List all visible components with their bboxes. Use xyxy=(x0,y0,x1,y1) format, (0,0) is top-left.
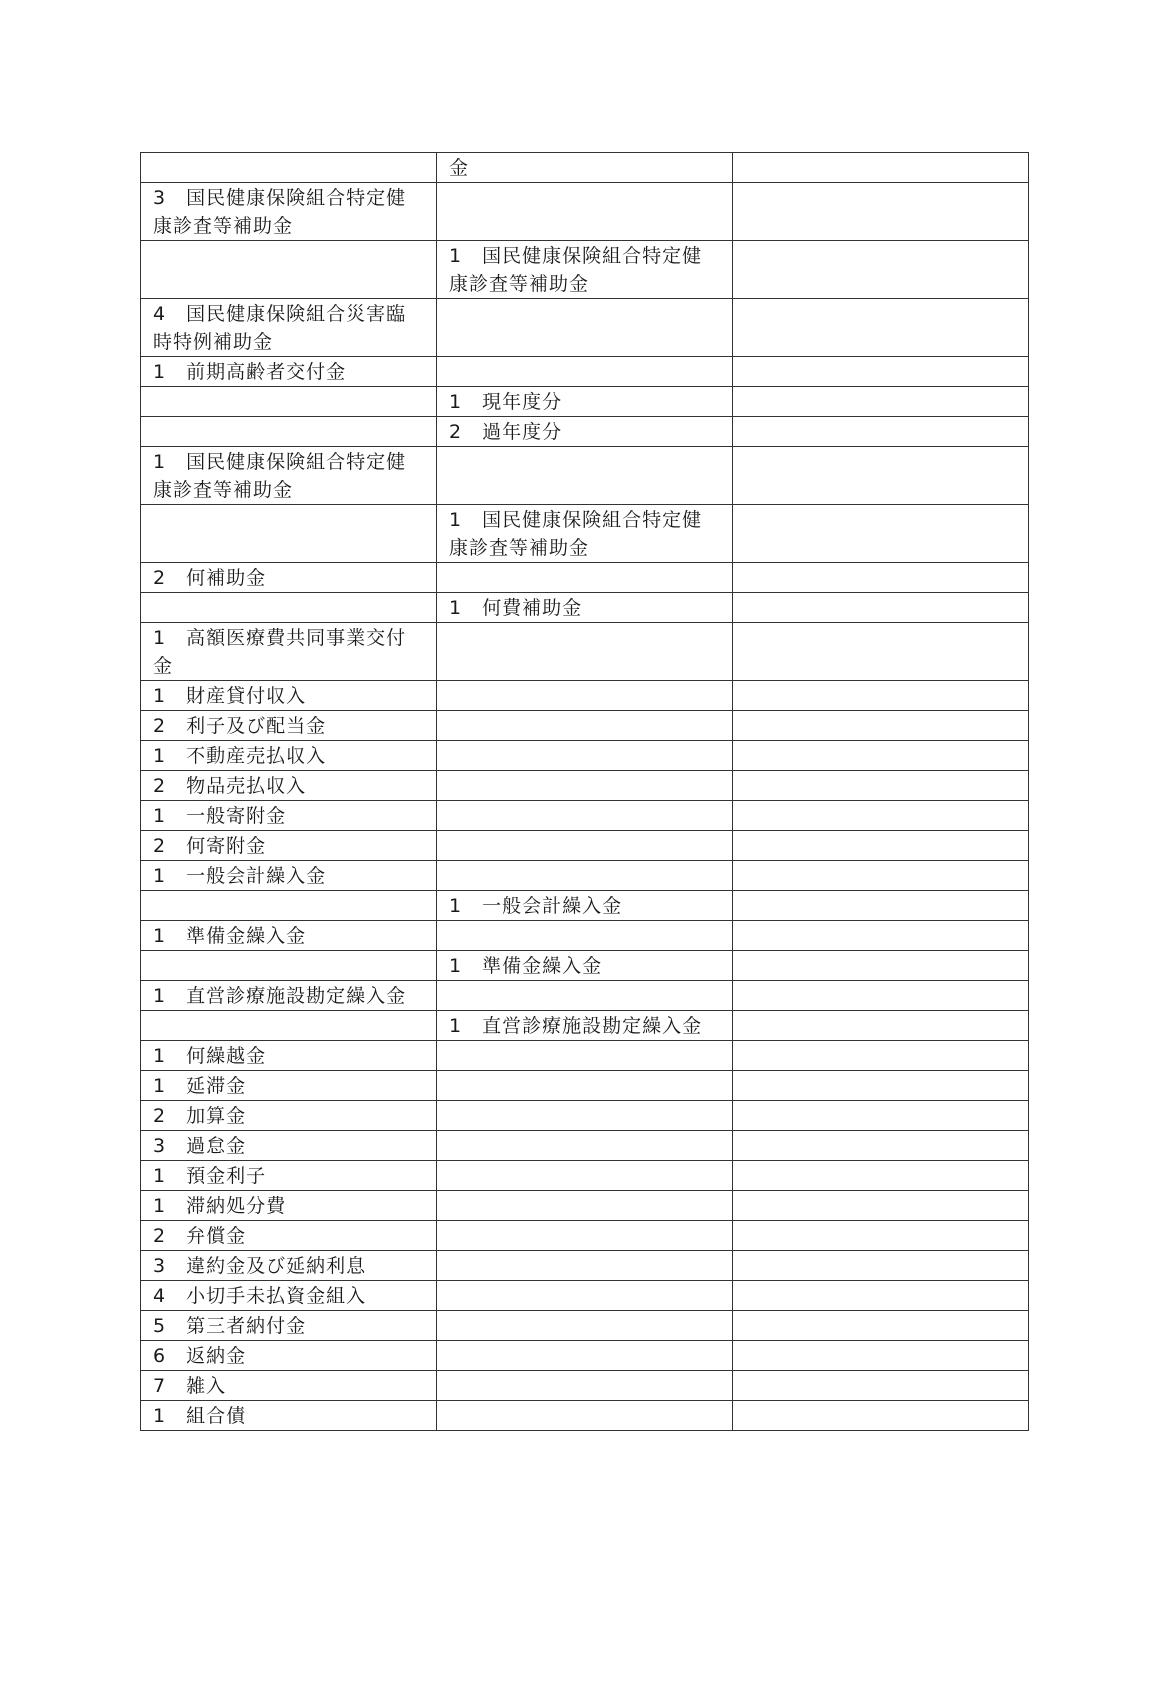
table-cell-col3 xyxy=(733,447,1029,505)
table-cell-col2 xyxy=(437,563,733,593)
table-row xyxy=(141,593,1029,623)
table-cell-col2 xyxy=(437,1371,733,1401)
table-cell-col3 xyxy=(733,861,1029,891)
table-cell-col1: 5 第三者納付金 xyxy=(141,1311,437,1341)
table-cell-col2 xyxy=(437,1191,733,1221)
table-cell-col2 xyxy=(437,447,733,505)
table-cell-col2: 1 現年度分 xyxy=(437,387,733,417)
table-cell-col2: 2 過年度分 xyxy=(437,417,733,447)
table-cell-col3 xyxy=(733,1371,1029,1401)
table-cell-col1 xyxy=(141,417,437,447)
table-cell-col2 xyxy=(437,681,733,711)
table-cell-col2: 金 xyxy=(437,153,733,183)
table-cell-col1: 1 準備金繰入金 xyxy=(141,921,437,951)
table-row xyxy=(141,1341,1029,1371)
table-cell-col1: 1 国民健康保険組合特定健康診査等補助金 xyxy=(141,447,437,505)
table-cell-col2 xyxy=(437,299,733,357)
table-cell-col2 xyxy=(437,1161,733,1191)
table-cell-col1 xyxy=(141,241,437,299)
table-cell-col1: 2 何寄附金 xyxy=(141,831,437,861)
table-cell-col2 xyxy=(437,831,733,861)
table-cell-col3 xyxy=(733,921,1029,951)
table-row xyxy=(141,681,1029,711)
table-cell-col2: 1 国民健康保険組合特定健康診査等補助金 xyxy=(437,505,733,563)
table-cell-col2 xyxy=(437,741,733,771)
table-cell-col2: 1 準備金繰入金 xyxy=(437,951,733,981)
table-row xyxy=(141,981,1029,1011)
table-row xyxy=(141,1191,1029,1221)
table-row xyxy=(141,1251,1029,1281)
table-cell-col2: 1 一般会計繰入金 xyxy=(437,891,733,921)
table-cell-col3 xyxy=(733,1251,1029,1281)
table-row xyxy=(141,951,1029,981)
table-cell-col3 xyxy=(733,1311,1029,1341)
table-cell-col2 xyxy=(437,623,733,681)
table-row xyxy=(141,183,1029,241)
table-cell-col3 xyxy=(733,417,1029,447)
table-cell-col3 xyxy=(733,153,1029,183)
budget-table xyxy=(140,152,1029,1431)
table-cell-col1 xyxy=(141,387,437,417)
table-cell-col3 xyxy=(733,623,1029,681)
table-cell-col2 xyxy=(437,183,733,241)
table-cell-col2 xyxy=(437,711,733,741)
table-cell-col2 xyxy=(437,861,733,891)
table-row xyxy=(141,299,1029,357)
table-cell-col3 xyxy=(733,1281,1029,1311)
table-cell-col1: 2 何補助金 xyxy=(141,563,437,593)
table-cell-col3 xyxy=(733,951,1029,981)
table-row xyxy=(141,1401,1029,1431)
table-cell-col2 xyxy=(437,357,733,387)
table-row xyxy=(141,1101,1029,1131)
table-cell-col1: 1 前期高齢者交付金 xyxy=(141,357,437,387)
table-cell-col2 xyxy=(437,1131,733,1161)
table-cell-col1: 6 返納金 xyxy=(141,1341,437,1371)
table-cell-col3 xyxy=(733,1041,1029,1071)
table-cell-col2: 1 何費補助金 xyxy=(437,593,733,623)
table-cell-col2 xyxy=(437,1251,733,1281)
table-cell-col2 xyxy=(437,1311,733,1341)
table-cell-col2 xyxy=(437,921,733,951)
table-cell-col1: 3 国民健康保険組合特定健康診査等補助金 xyxy=(141,183,437,241)
table-cell-col1: 4 国民健康保険組合災害臨時特例補助金 xyxy=(141,299,437,357)
table-cell-col1: 4 小切手未払資金組入 xyxy=(141,1281,437,1311)
table-row xyxy=(141,387,1029,417)
table-row xyxy=(141,1071,1029,1101)
table-cell-col3 xyxy=(733,1401,1029,1431)
table-row xyxy=(141,1011,1029,1041)
table-row xyxy=(141,241,1029,299)
table-cell-col1: 1 何繰越金 xyxy=(141,1041,437,1071)
table-cell-col3 xyxy=(733,1071,1029,1101)
table-cell-col1 xyxy=(141,1011,437,1041)
budget-table-body xyxy=(141,153,1029,1431)
table-cell-col3 xyxy=(733,681,1029,711)
table-cell-col3 xyxy=(733,593,1029,623)
table-cell-col3 xyxy=(733,771,1029,801)
table-cell-col3 xyxy=(733,1011,1029,1041)
table-cell-col3 xyxy=(733,387,1029,417)
table-row xyxy=(141,357,1029,387)
table-cell-col2 xyxy=(437,1281,733,1311)
table-row xyxy=(141,623,1029,681)
table-cell-col3 xyxy=(733,831,1029,861)
table-cell-col3 xyxy=(733,891,1029,921)
table-row xyxy=(141,1221,1029,1251)
table-cell-col3 xyxy=(733,563,1029,593)
table-row xyxy=(141,1371,1029,1401)
table-cell-col1: 1 高額医療費共同事業交付金 xyxy=(141,623,437,681)
table-cell-col3 xyxy=(733,505,1029,563)
table-row xyxy=(141,1281,1029,1311)
table-cell-col1: 1 直営診療施設勘定繰入金 xyxy=(141,981,437,1011)
table-cell-col1: 3 違約金及び延納利息 xyxy=(141,1251,437,1281)
table-cell-col3 xyxy=(733,1341,1029,1371)
table-row xyxy=(141,505,1029,563)
table-cell-col3 xyxy=(733,299,1029,357)
table-row xyxy=(141,1131,1029,1161)
table-row xyxy=(141,741,1029,771)
table-row xyxy=(141,417,1029,447)
table-cell-col1 xyxy=(141,153,437,183)
table-cell-col3 xyxy=(733,1161,1029,1191)
table-row xyxy=(141,801,1029,831)
table-row xyxy=(141,771,1029,801)
table-row xyxy=(141,861,1029,891)
table-row xyxy=(141,831,1029,861)
table-cell-col1 xyxy=(141,891,437,921)
table-cell-col2 xyxy=(437,1221,733,1251)
table-cell-col3 xyxy=(733,1221,1029,1251)
table-cell-col3 xyxy=(733,357,1029,387)
table-cell-col3 xyxy=(733,801,1029,831)
table-cell-col1: 2 加算金 xyxy=(141,1101,437,1131)
table-row xyxy=(141,921,1029,951)
table-row xyxy=(141,153,1029,183)
table-row xyxy=(141,891,1029,921)
table-cell-col2 xyxy=(437,1341,733,1371)
table-cell-col3 xyxy=(733,711,1029,741)
table-cell-col1: 1 滞納処分費 xyxy=(141,1191,437,1221)
table-cell-col1: 1 一般寄附金 xyxy=(141,801,437,831)
table-cell-col2 xyxy=(437,981,733,1011)
table-cell-col1 xyxy=(141,951,437,981)
table-cell-col1: 1 不動産売払収入 xyxy=(141,741,437,771)
table-row xyxy=(141,711,1029,741)
table-cell-col1 xyxy=(141,593,437,623)
table-cell-col1: 7 雑入 xyxy=(141,1371,437,1401)
table-cell-col1: 2 利子及び配当金 xyxy=(141,711,437,741)
table-cell-col3 xyxy=(733,1131,1029,1161)
table-cell-col2 xyxy=(437,1041,733,1071)
table-row xyxy=(141,563,1029,593)
table-row xyxy=(141,1311,1029,1341)
table-cell-col2 xyxy=(437,801,733,831)
table-cell-col1: 1 預金利子 xyxy=(141,1161,437,1191)
table-cell-col1: 2 弁償金 xyxy=(141,1221,437,1251)
table-row xyxy=(141,447,1029,505)
table-cell-col2: 1 直営診療施設勘定繰入金 xyxy=(437,1011,733,1041)
table-cell-col2 xyxy=(437,771,733,801)
table-cell-col3 xyxy=(733,741,1029,771)
table-cell-col1: 1 組合債 xyxy=(141,1401,437,1431)
table-cell-col1: 1 一般会計繰入金 xyxy=(141,861,437,891)
table-cell-col3 xyxy=(733,183,1029,241)
table-cell-col3 xyxy=(733,1101,1029,1131)
table-row xyxy=(141,1161,1029,1191)
table-cell-col1: 3 過怠金 xyxy=(141,1131,437,1161)
table-cell-col1: 1 財産貸付収入 xyxy=(141,681,437,711)
table-cell-col1 xyxy=(141,505,437,563)
table-cell-col1: 2 物品売払収入 xyxy=(141,771,437,801)
table-cell-col3 xyxy=(733,1191,1029,1221)
table-cell-col2 xyxy=(437,1101,733,1131)
table-cell-col2 xyxy=(437,1401,733,1431)
table-cell-col2 xyxy=(437,1071,733,1101)
table-cell-col3 xyxy=(733,241,1029,299)
table-cell-col1: 1 延滞金 xyxy=(141,1071,437,1101)
table-row xyxy=(141,1041,1029,1071)
table-cell-col3 xyxy=(733,981,1029,1011)
table-cell-col2: 1 国民健康保険組合特定健康診査等補助金 xyxy=(437,241,733,299)
